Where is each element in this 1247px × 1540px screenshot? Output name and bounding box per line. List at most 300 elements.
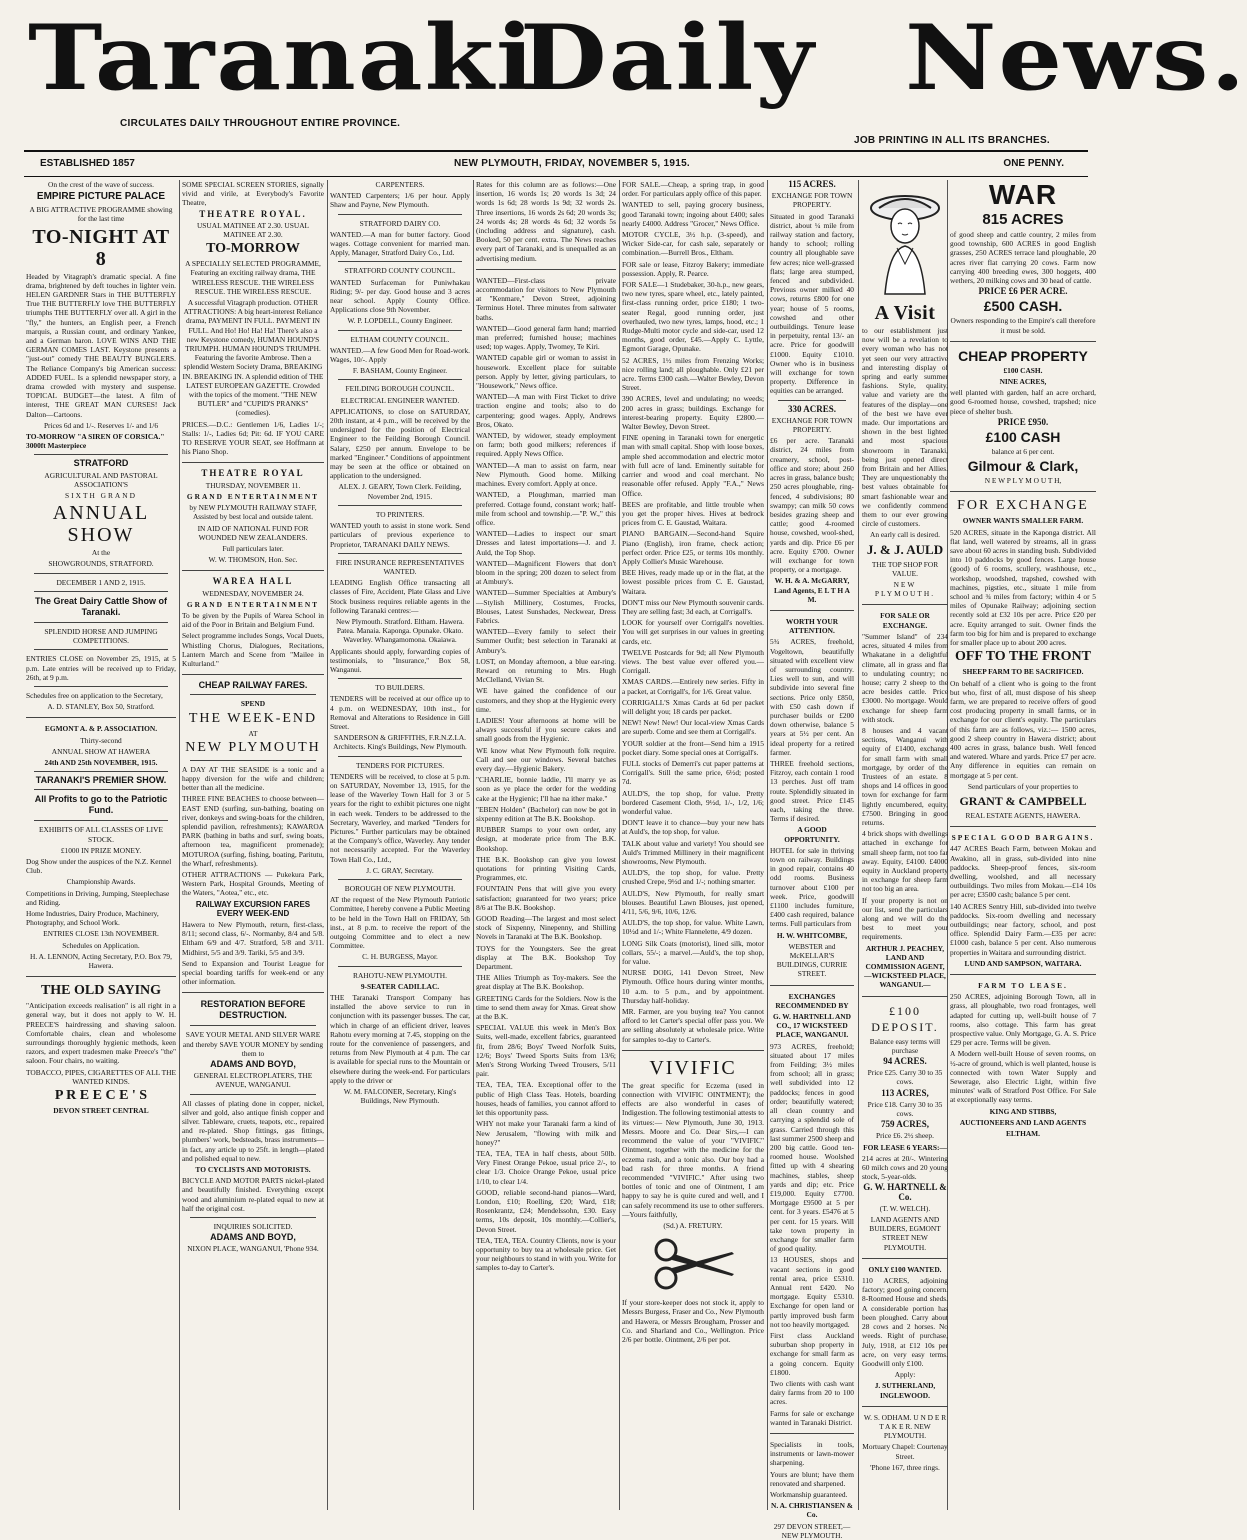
ad-brick: 4 brick shops with dwellings attached in exchange for small sheep farm, not too far away. Equity, £4100. £4000 equity in Auckland property in exchange for sheep farm not too big an area. [862,829,948,894]
divider [950,974,1096,975]
classified-ad: 390 ACRES, level and undulating; no weeds; 200 acres in grass; buildings. Exchange for interest-bearing property. Equity £2800.—Walter Bewley, Devon Street. [622,394,764,432]
ad-select: Select programme includes Songs, Vocal Duets, Whistling Chorus, Dialogues, Recitations, Lantern March and Scene from "Mailee in Kulturland." [182,631,324,668]
ad-owners: Owners responding to the Empire's call therefore it must be sold. [950,316,1096,335]
ad-houses: 8 houses and 4 vacant sections, Wanganui with equity of £1400, exchange for small farm with small mortgage, by order of the Trustees of an estate. 8 shops and 14 offices in good town for exchange for farm lightly encumbered, equity, £7500. Bringing in good returns. [862,725,948,827]
ad-devon: 297 DEVON STREET,— NEW PLYMOUTH. [773,1521,851,1540]
ad-apply: Apply: [894,1370,916,1380]
ad-prices: Prices 6d and 1/-. Reserves 1/- and 1/6 [43,420,159,430]
ad-peachey: ARTHUR J. PEACHEY, LAND AND COMMISSION AGENT, —WICKSTEED PLACE, WANGANUI.— [864,943,946,990]
heading-excursion: RAILWAY EXCURSION FARES EVERY WEEK-END [195,899,311,918]
ad-body973: 973 ACRES, freehold; situated about 17 miles from Feilding; 3½ miles from school; all in grass; well subdivided into 12 paddocks; fences in good order; beautifully watered; all clean country and carrying a splendid sole of grass. Carried through this last summer 2500 sheep and 200 big cattle. Good ten-roomed house. Woolshed fitted up with 4 shearing machines, stables, sheep yards and dip; etc. Price £19,000. Equity £7700. Mortgage £9500 at 5 per cent. for 3 years. £5476 at 5 per cent. for 15 years. Will take town property in exchange for smaller farm of good quality. [770,1041,854,1254]
divider [338,756,462,757]
ad-body140: 140 ACRES Sentry Hill, sub-divided into twelve paddocks. Six-room dwelling and necessary outbuildings; near factory, school, and post office. Splendid Dairy Farm.—£35 per acre: £1000 cash, balance 5 per cent. Also numerous properties in Waitara and surrounding district. [950,901,1096,957]
heading-electrical: ELECTRICAL ENGINEER WANTED. [340,395,460,405]
ad-sched2: Schedules on Application. [62,940,140,950]
classified-ad: YOUR soldier at the front—Send him a 1915 pocket diary. Some special ones at Corrigall's. [622,738,764,757]
divider [34,622,168,623]
divider [862,604,948,605]
column-6-left [770,179,854,1540]
ad-grounds: SHOWGROUNDS, STRATFORD. [48,559,154,569]
divider [34,686,168,687]
heading-acres94: 94 ACRES. [883,1056,927,1067]
classified-ad: TWELVE Postcards for 9d; all New Plymouth views. The best value ever offered you.—Corrigall. [622,647,764,676]
ad-modern: A Modern well-built House of seven rooms, on ½-acre of ground, which is well planted, house is connected with town Water Supply and Sewerage, also Electric Light, within five minutes' walk of Stratford Post Office. For Sale at exceptionally easy terms. [950,1049,1096,1105]
ad-falconer: W. M. FALCONER, Secretary, King's Buildings, New Plymouth. [343,1087,457,1106]
heading-opportunity: A GOOD OPPORTUNITY. [784,825,840,844]
ad-farms: Farms for sale or exchange wanted in Taranaki District. [770,1408,854,1427]
heading-acres115: 115 ACRES. [788,179,836,189]
heading-old-saying: THE OLD SAYING [40,983,162,999]
ad-np: N E W P L Y M O U T H, [984,476,1062,486]
column-6-right [858,180,948,1510]
ad-mcgarry: W. H. & A. McGARRY, Land Agents, E L T H A M. [774,576,850,604]
classified-ad: "CHARLIE, bonnie laddie, I'll marry ye as soon as ye place the order for the wedding cake at the Hygienic; I'll hae na ither make." [476,775,616,803]
masthead-title-left: Taranaki [28,4,536,111]
heading-eltham: ELTHAM COUNTY COUNCIL. [350,334,450,344]
ad-christiansen: N. A. CHRISTIANSEN & Co. [771,1501,853,1520]
heading-grand2: GRAND ENTERTAINMENT [186,599,320,609]
heading-fire: FIRE INSURANCE REPRESENTATIVES WANTED. [335,557,465,576]
ad-vivific-body: The great specific for Eczema (used in connection with VIVIFIC OINTMENT); the effects are also wonderful in cases of Indigestion. The following testimonial attests to its virtues:— New Plymouth, June 30, 1913. Messrs. Moore and Co. Dear Sirs,—I can recommend the value of your "VIVIFIC" Ointment, together with the medicine for the eczema rash, and a tonic also. Our boy had a bad rash for three months. A friend recommended "VIVIFIC." After using two bottles of tonic and one of Ointment, I am happy to say he is quite cured and well, and I can safely recommend its use to other sufferers.—Yours faithfully, [622,1080,764,1219]
ad-dates2: 24th AND 25th NOVEMBER, 1915. [44,757,158,767]
ad-balance6: balance at 6 per cent. [991,447,1055,457]
column-rule [619,180,620,1510]
ad-specialists: Specialists in tools, instruments or lawn-mower sharpening. [770,1440,854,1468]
ad-price: PRICE £6 PER ACRE. [978,286,1068,297]
divider [770,1433,854,1434]
divider [34,820,168,821]
ad-tenders1: TENDERS will be received at our office up to 4 p.m. on WEDNESDAY, 10th inst., for Removal and Alterations to Residence in Gill Street. [330,694,470,731]
classified-ad: FOR SALE.—Cheap, a spring trap, in good order. For particulars apply office of this paper. [622,180,764,199]
ad-price759: Price £6. 2½ sheep. [876,1131,934,1141]
ad-comps: Competitions in Driving, Jumping, Steeplechase and Riding. [26,888,170,907]
divider [190,1025,316,1026]
classified-ad: WANTED—A man with First Ticket to drive traction engine and tools; also to do carpentering; good wages. Apply, Andrews Bros, Okato. [476,392,616,429]
ad-body13: 13 HOUSES, shops and vacant sections in good rental area, price £5310. Annual rent £420. No mortgage. Equity £5310. Exchange for open land or partly improved bush farm not too heavily mortgaged. [770,1255,854,1329]
ad-matinee: USUAL MATINEE AT 2.30. USUAL MATINEE AT 2.30. [196,220,310,240]
ad-wanted1: WANTED Carpenters; 1/6 per hour. Apply Shaw and Payne, New Plymouth. [330,191,470,210]
classified-ad: DON'T leave it to chance—buy your new hats at Auld's, the top shop, for value. [622,818,764,837]
classified-ad: XMAS CARDS.—Entirely new series. Fifty in a packet, at Corrigall's, for 1/6. Great value. [622,677,764,696]
ad-geary: ALEX. J. GEARY, Town Clerk. Feilding, November 2nd, 1915. [338,482,462,501]
ad-close2: ENTRIES CLOSE 13th NOVEMBER. [43,929,159,939]
heading-premier: TARANAKI'S PREMIER SHOW. [35,775,167,786]
classified-ad: TEA, TEA, TEA in half chests, about 50lb. Very Finest Orange Pekoe, usual price 2/-, to clear 1/3. Choice Orange Pekoe, usual price 1/10, to clear 1/4. [476,1148,616,1186]
classified-ad: WANTED—First-class private accommodation for visitors to New Plymouth at "Kenmare," Devon Street, adjoining Terminus Hotel. Three minutes from saltwater baths. [476,275,616,322]
ad-cash: £500 CASH. [983,298,1063,315]
heading-builders: TO BUILDERS. [375,683,425,693]
heading-special: SPECIAL GOOD BARGAINS. [951,833,1095,843]
classified-ad: CORRIGALL'S Xmas Cards at 6d per packet will delight you; 18 cards per packet. [622,697,764,716]
ad-fretury: (Sd.) A. FRETURY. [663,1220,723,1230]
divider [182,462,324,463]
classified-ad: GREETING Cards for the Soldiers. Now is the time to send them away for Xmas. Great show at the B.K. [476,993,616,1022]
classified-ad: LONG Silk Coats (motorist), lined silk, motor collars, 55/-; a marvel.—Auld's, the top shop, for value. [622,938,764,967]
ad-prize: £1000 IN PRIZE MONEY. [60,845,142,855]
ad-later: Full particulars later. [222,543,284,553]
divider [26,976,176,977]
ad-king: KING AND STIBBS, [989,1106,1057,1116]
ad-phone: 'Phone 167, three rings. [870,1462,940,1472]
heading-exch2: EXCHANGE FOR TOWN PROPERTY. [771,415,853,435]
ad-secretary: A. D. STANLEY, Box 50, Stratford. [47,702,155,712]
divider [338,879,462,880]
divider [34,789,168,790]
ad-nine: NINE ACRES, [999,377,1047,387]
classified-ad: LOST, on Monday afternoon, a blue ear-ring. Reward on returning to Mrs. Hugh McClelland, Vivian St. [476,656,616,685]
classified-ad: BEE Hives, ready made up or in the flat, at the lowest possible prices from C. E. Gaustad, Waitara. [622,568,764,596]
ad-saying-body: "Anticipation exceeds realisation" is all right in a general way, but it does not apply to W. H. PREECE'S hairdressing and shaving saloon. Comfortable chairs, clean and wholesome surroundings thoroughly hygienic methods, keen razors, and expert tradesmen make Preece's "the" saloon. Four chairs, no waiting. [26,1001,176,1066]
heading-preece: P R E E C E ' S [54,1088,148,1103]
ad-youth: WANTED youth to assist in stone work. Send particulars of previous experience to Proprietor, TARANAKI DAILY NEWS. [330,521,470,549]
ad-other: A successful Vitagraph production. OTHER ATTRACTIONS: A big heart-interest Reliance drama, PAYMENT IN FULL. PAYMENT IN FULL. And Ho! Ho! Ha! Ha! There's also a new Keystone comedy, HUMAN HOUND'S TRIUMPH. HUMAN HOUND'S TRIUMPH. Featuring the favorite Ambrose. Then a splendid Western Society Drama, BREAKING IN. BREAKING IN. A splendid edition of THE LATEST EUROPEAN GAZETTE. Crowded with the topics of the moment. "THE NEW BUTLER" and "CUPID'S PRANKS" (comedies). [182,298,324,418]
classified-ad: WE have gained the confidence of our customers, and they shop at the Hygienic every time. [476,686,616,714]
ad-home: Home Industries, Dairy Produce, Machinery, Photography, and School Work. [26,908,159,928]
heading-annual-show: ANNUAL SHOW [52,502,150,547]
ad-balance: Balance easy terms will purchase [869,1036,941,1055]
heading-cheap: CHEAP RAILWAY FARES. [198,680,308,691]
heading-grand: GRAND ENTERTAINMENT [186,491,320,501]
ad-general: GENERAL ELECTROPLATERS, THE AVENUE, WANGANUI. [193,1071,313,1090]
ad-land: LAND AGENTS AND BUILDERS, EGMONT STREET NEW PLYMOUTH. [869,1215,941,1252]
classified-ad: DON'T miss our New Plymouth souvenir cards. They are selling fast; 3d each, at Corrigall's. [622,597,764,616]
heading-carpenters: CARPENTERS. [375,180,425,189]
classified-ad: WANTED—Summer Specialties at Ambury's—Stylish Millinery, Costumes, Frocks, Blouses, Latest Sunshades, Neckwear, Dress Fabrics. [476,588,616,625]
divider [190,694,316,695]
ad-lennon: H. A. LENNON, Acting Secretary, P.O. Box 79, Hawera. [30,951,172,970]
classified-ad: GOOD Reading—The largest and most select stock of Sixpenny, Ninepenny, and Shilling Novels in Taranaki at The B.K. Bookshop. [476,914,616,942]
divider [862,1406,948,1407]
heading-war: WAR [988,179,1058,210]
ad-splendid: SPLENDID HORSE AND JUMPING COMPETITIONS. [44,626,158,646]
ad-early: An early call is desired. [870,530,940,540]
classified-ad: AULD'S, the top shop, for value. White Lawn, 10½d and 1/-; White Flannelette, 4/9 dozen. [622,918,764,937]
ad-tonight: TO-NIGHT AT 8 [32,225,170,270]
ad-exhibits: EXHIBITS OF ALL CLASSES OF LIVE STOCK. [39,825,163,844]
classified-ad: FOR sale or lease, Fitzroy Bakery; immediate possession. Apply, R. Pearce. [622,259,764,278]
ad-hotel: HOTEL for sale in thriving town on railway. Buildings in good repair, contains 40 odd rooms. Business turnover about £100 per week. Price, goodwill £1100 includes furniture, £400 cash required, balance terms. Full particulars from [770,845,854,929]
heading-grant: GRANT & CAMPBELL [959,793,1087,808]
divider [26,717,176,718]
ad-devon: DEVON STREET CENTRAL [53,1106,149,1115]
ad-rates: Rates for this column are as follows:—One insertion, 16 words 1s; 20 words 1s 3d; 24 words 1s 6d; 28 words 1s 9d; 32 words 2s. Three insertions, 16 words 2s 6d; 20 words 3s; 24 words 4s; 28 words 4s 6d; 32 words 5s (including address and signature), cash. Booked, 50 per cent. extra. The News reaches every part of Taranaki, and is unequalled as an advertising medium. [476,180,616,263]
divider [862,996,948,997]
classified-ad: 52 ACRES, 1½ miles from Frenzing Works; nice rolling land; all ploughable. Only £21 per acre. Terms £300 cash.—Walter Bewley, Devon Street. [622,355,764,393]
ad-leading: LEADING English Office transacting all classes of Fire, Accident, Plate Glass and Live Stock business requires reliable agents in the following Taranaki centres:— [330,578,470,615]
ad-thomson: W. W. THOMSON, Hon. Sec. [208,555,298,565]
column-rule [473,180,474,1510]
classified-ad: WANTED—Every family to select their Summer Outfit; best selection in Taranaki at Ambury's. [476,627,616,655]
divider [190,1217,316,1218]
heading-hartnell2: G. W. HARTNELL & Co. [863,1182,947,1202]
column-5 [622,180,764,1510]
divider [338,553,462,554]
ad-price94: Price £25. Carry 30 to 35 cows. [867,1068,943,1087]
heading-offfront: OFF TO THE FRONT [954,649,1091,665]
ad-sixth: SIXTH GRAND [65,491,137,501]
classified-ad: "EBEN Holden" (Bachelor) can now be got in sixpenny edition at The B.K. Bookshop. [476,804,616,823]
column-6 [770,179,948,1540]
ad-yours: Yours are blunt; have them renovated and sharpened. [770,1469,854,1488]
heading-stratford: STRATFORD [73,458,129,469]
divider [34,649,168,650]
classified-ad: LADIES! Your afternoons at home will be always successful if you secure cakes and small goods from the Hygienic. [476,715,616,744]
ad-real: REAL ESTATE AGENTS, HAWERA. [965,810,1081,820]
ad-price950: PRICE £950. [997,416,1049,427]
heading-acres759: 759 ACRES, [880,1119,929,1130]
ad-special: SOME SPECIAL SCREEN STORIES, signally vivid and virile, at Everybody's Favorite Theatre, [182,180,324,208]
divider [34,454,168,455]
ad-firstclass: First class Auckland suburban shop property in exchange for small farm as a going concern. Equity £1800. [770,1330,854,1377]
divider [338,379,462,380]
column-rule [767,180,768,1510]
ad-save: SAVE YOUR METAL AND SILVER WARE and thereby SAVE YOUR MONEY by sending them to [182,1030,324,1058]
classified-ad: TOYS for the Youngsters. See the great display at The B.K. Bookshop Toy Department. [476,943,616,972]
ad-visit-body: to our establishment just now will be a revelation to every woman who has not yet seen our very attractive and interesting display of spring and early summer fashions. Style, quality, value and variety are the features of the display—one of the best we have ever made. Our importations are shown in the best lighted and most spacious showroom in Taranaki, being just opened direct from Britain and her Allies. They are unquestionably the best values obtainable for smart fashionable wear and we confidently commend them to our ever growing circle of customers. [862,326,948,529]
classified-ad: MR. Farmer, are you buying tea? You cannot afford to let Carter's special offer pass you. We are selling absolutely at wholesale price. Write for samples to-day to Carter's. [622,1007,764,1044]
classified-ad: FINE opening in Taranaki town for energetic man with small capital. Shop with loose boxes, ample shed accommodation and electric motor with full acre of land. Eminently suitable for carrier and wood and coal merchant. No reasonable offer refused. Apply "F.A.," News Office. [622,433,764,498]
divider [770,985,854,986]
divider [476,269,616,270]
heading-borough: BOROUGH OF NEW PLYMOUTH. [344,884,456,893]
divider [338,214,462,215]
divider [338,330,462,331]
ad-by: by NEW PLYMOUTH RAILWAY STAFF, Assisted by best local and outside talent. [189,503,317,522]
ad-prices: PRICES.—D.C.: Gentlemen 1/6, Ladies 1/-; Stalls: 1/-, Ladies 6d; Pit: 6d. IF YOU CARE TO RESERVE YOUR SEAT, see Hoffmann at his Piano Shop. [182,419,324,457]
heading-stratford-dairy: STRATFORD DAIRY CO. [359,218,441,228]
ad-hartnell: G. W. HARTNELL AND CO., 17 WICKSTEED PLACE, WANGANUI. [773,1012,851,1040]
divider [34,591,168,592]
classified-ad: WANTED to sell, paying grocery business, good Taranaki town; ingoing about £400; sales nearly £4000. Address "Grocer," News Office. [622,200,764,228]
ad-sutherland: J. SUTHERLAND, INGLEWOOD. [874,1381,936,1400]
ad-sanderson: SANDERSON & GRIFFITHS, F.R.N.Z.I.A. Architects. King's Buildings, New Plymouth. [333,733,467,752]
heading-acres113: 113 ACRES, [881,1087,929,1098]
ad-body447: 447 ACRES Beach Farm, between Mokau and Awakino, all in grass, sub-divided into nine paddocks. Sheep-proof fences, six-room dwelling, woolshed, and all necessary outbuildings. Two miles from Mokau.—£14 10s per acre; £3500 cash; balance 5 per cent. [950,844,1096,900]
ad-tomorrow: TO-MORROW "A SIREN OF CORSICA." 3000ft Masterpiece [26,432,165,451]
ad-tenders2: TENDERS will be received, to close at 5 p.m. on SATURDAY, November 13, 1915, for the lease of the Waverley Town Hall for 3 or 5 years for the right to exhibit pictures one night in each week. Tenders to be addressed to the Secretary, Waverley, and marked "Tenders for Pictures." Further particulars may be obtained at the Company's office, Waverley. Any tender not necessarily accepted. For the Waverley Town Hall Co., Ltd., [330,771,470,864]
ad-nixon: NIXON PLACE, WANGANUI, 'Phone 934. [187,1244,319,1254]
classified-ad: AULD'S, the top shop, for value. Pretty bordered Casement Cloth, 9½d, 1/-, 1/2, 1/6; wonderful value. [622,788,764,816]
divider [622,1050,764,1051]
ad-spend: SPEND [240,699,266,709]
heading-farm: FARM TO LEASE. [978,980,1068,990]
ad-two: Two clients with cash want dairy farms from 20 to 100 acres. [770,1378,854,1407]
ad-selected: A SPECIALLY SELECTED PROGRAMME, Featuring an exciting railway drama, THE WIRELESS RESCUE. THE WIRELESS RESCUE. THE WIRELESS RESCUE. [185,259,321,296]
heading-visit: A Visit [874,302,936,324]
ad-basham: F. BASHAM, County Engineer. [352,366,448,376]
ad-transport: THE Taranaki Transport Company has installed the above service to run in conjunction with its passenger busses. The car, which in charge of an efficient driver, leaves Rahotu every morning at 7.45, stopping on the route for the convenience of passengers, and returns from New Plymouth at 4 p.m. The car is available for special runs to the Mountain or elsewhere during the week-end. For particulars apply to the driver or [330,993,470,1085]
ad-ifyour: If your property is not on our list, send the particulars along and we will do the best to meet your requirements. [862,895,948,942]
classified-ad: NEW! New! New! Our local-view Xmas Cards are superb. Come and see them at Corrigall's. [622,718,764,737]
heading-vivific: VIVIFIC [649,1056,737,1079]
heading-forexch: FOR EXCHANGE [957,498,1089,514]
heading-acres815: 815 ACRES [982,211,1064,228]
ad-champ: Championship Awards. [66,877,136,887]
divider [338,261,462,262]
ad-cash100: £100 CASH. [1003,365,1043,375]
column-4 [476,180,616,1510]
heading-feilding: FEILDING BOROUGH COUNCIL. [345,384,455,394]
fashion-portrait-icon [865,186,945,296]
ad-welch: (T. W. WELCH). [879,1203,931,1213]
ad-dog: Dog Show under the auspices of the N.Z. Kennel Club. [26,856,172,876]
ad-gray: J. C. GRAY, Secretary. [366,865,434,875]
heading-sheep: SHEEP FARM TO BE SACRIFICED. [962,667,1084,677]
ad-bicycle: BICYCLE AND MOTOR PARTS nickel-plated and beautifully finished. Everything except wood and aluminium re-plated equal to new at half the original cost. [182,1176,324,1213]
ad-fares: Hawera to New Plymouth, return, first-class, 8/11; second class, 6/-. Normanby, 8/4 and 5/8. Eltham 6/9 and 4/7. Stratford, 5/8 and 3/11. Midhirst, 5/5 and 3/9. Tariki, 5/5 and 3/9. [182,920,324,957]
ad-workmanship: Workmanship guaranteed. [770,1490,848,1500]
heading-worth: WORTH YOUR ATTENTION. [785,616,839,636]
ad-lease-body: 214 acres at 20/-. Wintering 60 milch cows and 20 young stock, 5-year-olds. [862,1153,948,1182]
ad-auctioneers: AUCTIONEERS AND LAND AGENTS [959,1117,1087,1127]
masthead [0,0,1247,150]
ad-odham: W. S. ODHAM. U N D E R T A K E R. NEW PLYMOUTH. [863,1412,947,1441]
ad-other2: OTHER ATTRACTIONS — Pukekura Park, Western Park, Hospital Grounds, Meeting of the Waters, "Aotea," etc., etc. [182,869,324,898]
ad-assoc: AGRICULTURAL AND PASTORAL ASSOCIATION'S [44,470,158,489]
ad-pupils: To be given by the Pupils of Warea School in aid of the Poor in Britain and Belgium Fund. [182,610,324,630]
heading-only: ONLY £100 WANTED. [868,1264,942,1274]
ad-wanted3: WANTED Surfaceman for Puniwhakau Riding; 9/- per day. Good house and 3 acres near school. Apply County Office. Applications close 9th November. [330,277,470,315]
classified-ad: WANTED capable girl or woman to assist in housework. Excellent place for suitable person. Apply by letter, giving particulars, to "Housework," News office. [476,353,616,391]
classified-ad: NURSE DOIG, 141 Devon Street, New Plymouth. Office hours during winter months, 10 a.m. to 5 p.m., and by appointment. Thursday half-holiday. [622,968,764,1005]
classified-ad: GOOD, reliable second-hand pianos—Ward, London, £10; Roelling, £20; Ward, £18; Rosenkrantz, £24; Mendelssohn, £30. Easy terms, 10s deposit, 10s monthly.—Collier's, Devon Street. [476,1187,616,1234]
classified-ad: SPECIAL VALUE this week in Men's Box Suits, well-made, excellent fabrics, guaranteed fit, from 28/6; Boys' Tweed Norfolk Suits, 12/6; Boys' Tweed Sports Suits from 13/6; Men's Strong Working Tweed Trousers, 5/11 pair. [476,1023,616,1079]
classified-ad: WHY not make your Taranaki farm a kind of New Jerusalem, "flowing with milk and honey?" [476,1119,616,1147]
ad-at: At the [91,548,111,558]
column-rule [179,180,180,1510]
column-3 [330,180,470,1510]
ad-wanted4: WANTED.—A few Good Men for Road-work. Wages, 10/-. Apply [330,345,470,365]
classified-ad: WE know what New Plymouth folk require. Call and see our windows. Several batches every day.—Hygienic Bakery. [476,745,616,773]
heading-adams: ADAMS AND BOYD, [210,1059,296,1070]
ad-whitcombe: H. W. WHITCOMBE, [776,930,848,940]
ad-body330: £6 per acre. Taranaki district, 24 miles from creamery, school, post-office and store; about 260 acres in grass, balance bush; 250 acres ploughable, ring-fenced, 4 subdivisions; 80 swampy; can milk 50 cows besides grazing sheep and cattle; good 4-roomed house, cowshed, wool-shed, yards and dip. Price £6 per acre. Equity £700. Owner will exchange for town property, or a mortgage. [770,436,854,575]
ad-nine-body: well planted with garden, half an acre orchard, good 6-roomed house, cowshed, trapshed; nice piece of shelter bush. [950,388,1096,416]
divider [182,570,324,571]
ad-classes: All classes of plating done in copper, nickel, silver and gold, also antique finish copper and silver. Tableware, cruets, teapots, etc., repaired and re-plated. Shop fittings, gas fittings, plumbers' work, bedsteads, brass instruments—in fact, any article up to 25ft. in length—plated and polished equal to new. [182,1098,324,1163]
heading-egmont: EGMONT A. & P. ASSOCIATION. [44,724,158,734]
ad-programme: A BIG ATTRACTIVE PROGRAMME showing for the last time [29,205,173,224]
ad-webster: WEBSTER and McKELLAR'S BUILDINGS, CURRIE STREET. [776,941,848,979]
divider [950,826,1096,827]
heading-theatre: THEATRE ROYAL. [199,208,307,219]
ad-price113: Price £18. Carry 30 to 35 cows. [867,1099,943,1119]
classified-ad: AULD'S, the top shop, for value. Pretty crushed Crepe, 9½d and 1/-; nothing smarter. [622,868,764,887]
classified-ad: WANTED—Magnificent Flowers that don't bloom in the spring; 200 dozen to select from at Ambury's. [476,558,616,587]
heading-theatre2: THEATRE ROYAL [201,468,305,479]
heading-rahotu: RAHOTU-NEW PLYMOUTH. [353,970,447,980]
heading-acres330: 330 ACRES. [787,403,836,414]
ad-apply: Applicants should apply, forwarding copies of testimonials, to "Insurance," Box 58, Wanganui. [330,646,470,674]
classified-ad: FOUNTAIN Pens that will give you every satisfaction; guaranteed for two years; price 8/6 at The B.K. Bookshop. [476,884,616,912]
ad-wanted2: WANTED.—A man for butter factory. Good wages. Cottage convenient for married man. Apply, Manager, Stratford Dairy Co., Ltd. [330,229,470,258]
classified-ad: MOTOR CYCLE, 3½ h.p. (3-speed), and Wicker Side-car, for cash sale, separately or combination.—Burrell Bros., Eltham. [622,230,764,258]
divider [190,1094,316,1095]
ad-three: THREE freehold sections, Fitzroy, each contain 1 rood 13 perches. Just off tram route. Splendidly situated in good street. Price £145 each, taking the three. Terms if desired. [770,758,854,824]
ad-profits: All Profits to go to the Patriotic Fund. [34,794,168,816]
ad-body534: 5¾ ACRES, freehold, Vogeltown, beautifully situated with excellent view of surrounding country. Lies well to sun, and will subdivide into several fine sections. Price only £850, with £50 cash down if purchaser builds or £200 down otherwise, balance 5 years at 5½ per cent. An ideal property for a retired farmer. [770,637,854,757]
heading-lease: FOR LEASE 6 YEARS:— [863,1142,947,1152]
heading-np: NEW PLYMOUTH [185,739,321,755]
heading-council: STRATFORD COUNTY COUNCIL. [344,266,456,276]
ad-towns: New Plymouth. Stratford. Eltham. Hawera. Patea. Manaia. Kaponga. Opunake. Okato. Waverley. Whangamomona. Okaiawa. [335,616,465,645]
heading-deposit: £100 DEPOSIT. [871,1003,939,1034]
ad-body110: 110 ACRES, adjoining factory; good going concern. 8-Roomed House and sheds. A considerable portion has been ploughed. Carry about 28 cows and 2 horses. No weeds. Right of purchase, July, 1918, at £12 10s per acre, on very easy terms. Goodwill only £100. [862,1276,948,1368]
ad-summer: "Summer Island" of 234 acres, situated 4 miles from Whakatane in a delightful climate, all in grass and flat to undulating country; no house; carry 2 sheep to the acre besides cattle. Price £3000. No mortgage. Would exchange for sheep farm with stock. [862,631,948,724]
ad-mortuary: Mortuary Chapel: Courtenay Street. [862,1442,948,1461]
classified-ad: PIANO BARGAIN.—Second-hand Squire Piano (English), iron frame, check action; perfect order. Price £25, or terms 10s monthly. Apply Collier's Music Warehouse. [622,529,764,566]
ad-body: Headed by Vitagraph's dramatic special. A fine drama, brightened by deft touches in lighter vein. HELEN GARDNER Stars in THE BUTTERFLY True THE BUTTERFLY love THE BUTTERFLY triumphs THE BUTTERFLY over all. A girl in the "fly," the hunters, an English peer, a French marquis, a Russian count, and ordinary Yankee, and a German baron. LOVE WINS AND THE GERMAN COMES LAST. Keystone presents a "just-out" comedy THE BEAUTY BUNGLERS. The Reliance Company's big American success: ADDED FUEL. Is a splendid newspaper story, a drama crowded with mystery and suspense. TOPICAL BUDGET—the latest. A film of interest, THE GREAT MAN CURSES! Jack Dalton—Cartoons. [26,271,176,419]
ad-dates: DECEMBER 1 AND 2, 1915. [56,577,146,587]
classified-ad: WANTED—Ladies to inspect our smart Dresses and latest importations—J. and J. Auld, the Top Shop. [476,529,616,557]
heading-cheap: CHEAP PROPERTY [958,347,1088,364]
heading-warea: WAREA HALL [212,576,294,587]
divider [338,966,462,967]
ad-aid: IN AID OF NATIONAL FUND FOR WOUNDED NEW ZEALANDERS. [197,523,309,542]
ad-thirty: Thirty-second [80,735,122,745]
classified-ad: WANTED—Good general farm hand; married man preferred; furnished house; machines used; top wages. Apply, Twomey, Te Kiri. [476,323,616,352]
heading-adams2: ADAMS AND BOYD, [210,1232,296,1243]
scissors-icon [648,1234,738,1294]
classified-ad: WANTED, a Ploughman, married man preferred. Cottage found, constant work; half-mile from school and township.—"P. W.," this office. [476,490,616,527]
divider [34,771,168,772]
ad-lund: LUND AND SAMPSON, WAITARA. [964,958,1082,968]
ad-np: NEW PLYMOUTH. [874,580,936,599]
classified-ad: THE B.K. Bookshop can give you lowest quotations for printing Visiting Cards, Programmes, etc. [476,854,616,883]
heading-gilmour: Gilmour & Clark, [967,458,1079,475]
heading-tomorrow: TO-MORROW [206,241,300,257]
divider [950,341,1096,342]
divider [190,760,316,761]
issue-date: NEW PLYMOUTH, FRIDAY, NOVEMBER 5, 1915. [454,158,691,169]
masthead-tagline-right: JOB PRINTING IN ALL ITS BRANCHES. [853,135,1050,146]
classified-ad: FULL stocks of Demerri's cut paper patterns at Corrigall's. Still the same price, 6½d; posted 7d. [622,758,764,787]
classified-ad: THE Allies Triumph as Toy-makers. See the great display at The B.K. Bookshop. [476,973,616,992]
divider [182,992,324,993]
ad-body520: 520 ACRES, situate in the Kaponga district. All flat land, well watered by streams, all in grass save about 60 acres in standing bush. Subdivided into 10 paddocks by good fences. Large house (good) of 6 rooms, scullery, washhouse, etc., workshop, woodshed, trapshed, cowshed with machines, pigsties, etc., situate 1 mile from school and ¾ miles from factory; within 4 or 5 miles of Opunake Railway; adjoining section recently sold at £32 10s per acre. Price £20 per acre. Equity arranged to suit. Owner finds the farm too big for him and is prepared to exchange for smaller place up to about 200 acres. [950,527,1096,648]
ad-behalf: On behalf of a client who is going to the front but who, first of all, must dispose of his sheep farm, we are prepared to receive offers of good cost producing property in small farms, or in exchange for our client's equity. The particulars of this farm are as follows, viz.:— 1500 acres, good 2 sheep country in Hawera district; about 400 acres in grass, balance bush. Well fenced and watered. Whare and yards. Price £7 per acre. Any difference in equities can remain on mortgage at 5 per cent. [950,678,1096,780]
classified-ad: RUBBER Stamps to your own order, any design, at moderate price from The B.K. Bookshop. [476,825,616,853]
heading-weekend: THE WEEK-END [188,710,318,726]
column-2 [182,180,324,1510]
heading-cyclists: TO CYCLISTS AND MOTORISTS. [195,1165,311,1175]
ad-entries: ENTRIES CLOSE on November 25, 1915, at 5 p.m. Late entries will be received up to Friday, 26th, at 9 p.m. [26,654,176,682]
classified-ad: AULD'S, New Plymouth, for really smart blouses. Beautiful Lawn Blouses, just opened, 4/11, 5/6, 9/6, 10/6, 12/6. [622,888,764,917]
ad-venue: EMPIRE PICTURE PALACE [36,191,166,203]
heading-exchanges: EXCHANGES RECOMMENDED BY [775,991,849,1010]
ad-at: AT [248,728,258,738]
ad-send: Send particulars of your properties to [967,781,1079,791]
classified-ad: TEA, TEA, TEA. Country Clients, now is your opportunity to buy tea at wholesale price. Get your neighbours to stand in with you. Write for samples to-day to Carter's. [476,1235,616,1273]
classified-ad: TEA, TEA, TEA. Exceptional offer to the public of High Class Teas. Hotels, boarding houses, heads of families, you cannot afford to let this opportunity pass. [476,1080,616,1118]
heading-cadillac: 9-SEATER CADILLAC. [360,981,440,991]
ad-cash100b: £100 CASH [985,429,1061,446]
ad-lopdell: W. P. LOPDELL, County Engineer. [347,316,453,326]
ad-body815: of good sheep and cattle country, 2 miles from good township, 600 ACRES in good English grasses, 250 ACRES terrace land ploughable, 20 acres river flat carrying 20 cows. Farm now carrying 400 breeding ewes, 300 hoggets, 400 wethers, 20 milking cows and 30 head of cattle. [950,230,1096,286]
ad-topshop: THE TOP SHOP FOR VALUE. [871,559,939,578]
classified-ad: FOR SALE—1 Studebaker, 30-h.p., new gears, two new tyres, spare wheel, etc., lately painted, first-class running order, price £180; 1 two-seater Regal, good running order, just overhauled, two new tyres, lamps, hood, etc.; 1 Rudge-Multi motor cycle and side-car, used 12 months, good order, £45.—Apply C. Lyttle, Egmont Garage, Opunake. [622,280,764,354]
ad-inquiries: INQUIRIES SOLICITED. [213,1222,293,1232]
heading-forsale: FOR SALE OR EXCHANGE. [880,611,930,630]
ad-wed: WEDNESDAY, NOVEMBER 24. [202,588,304,598]
ad-schedules: Schedules free on application to the Secretary, [26,690,163,700]
masthead-title-right: News. [905,4,1247,111]
heading-printers: TO PRINTERS. [375,509,425,519]
ad-request: AT the request of the New Plymouth Patriotic Committee, I hereby convene a Public Meeting to be held in the Town Hall on FRIDAY, 5th inst., at 8 p.m. to receive the report of the outgoing Committee and to elect a new Committee. [330,895,470,951]
heading-exch1: EXCHANGE FOR TOWN PROPERTY. [771,191,853,210]
masthead-tagline-left: CIRCULATES DAILY THROUGHOUT ENTIRE PROVINCE. [120,118,401,129]
classified-ad: BEES are profitable, and little trouble when you get the proper hives. Hives at bedrock prices from C. E. Gaustad, Waitara. [622,499,764,528]
